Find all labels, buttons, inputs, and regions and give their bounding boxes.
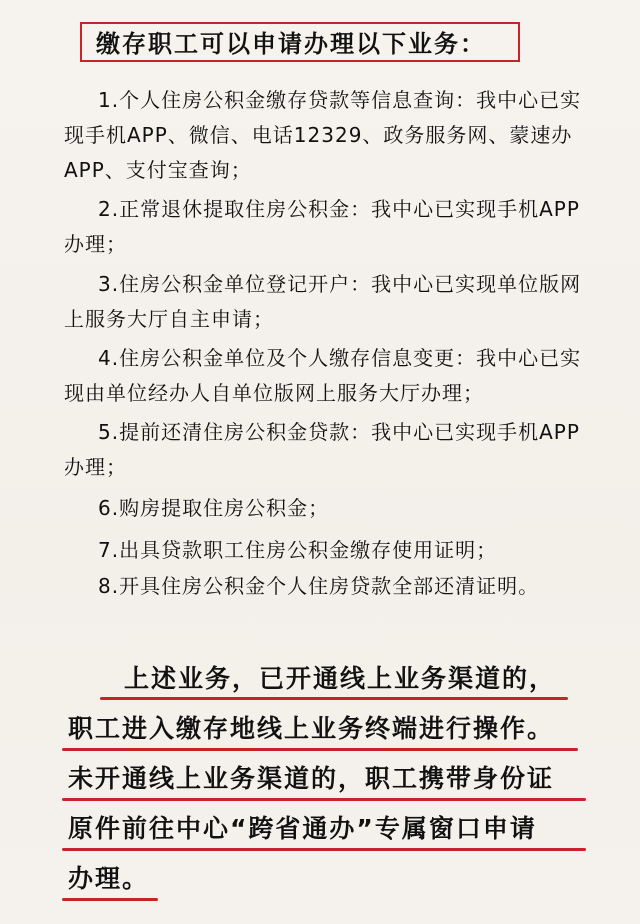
summary-line: 原件前往中心“跨省通办”专属窗口申请 (68, 814, 537, 843)
item-line: 现手机APP、微信、电话12329、政务服务网、蒙速办 (64, 123, 573, 147)
summary-line: 办理。 (68, 864, 150, 893)
item-line: APP、支付宝查询； (64, 158, 252, 182)
item-line: 办理； (64, 455, 127, 479)
item-line: 上服务大厅自主申请； (64, 307, 274, 331)
summary-line: 上述业务，已开通线上业务渠道的， (124, 664, 557, 693)
underline (100, 697, 568, 700)
item-line: 办理； (64, 232, 127, 256)
underline (62, 848, 586, 851)
item-line: 4.住房公积金单位及个人缴存信息变更：我中心已实 (98, 346, 582, 370)
item-line: 8.开具住房公积金个人住房贷款全部还清证明。 (98, 574, 540, 598)
underline (62, 748, 578, 751)
item-line: 现由单位经办人自单位版网上服务大厅办理； (64, 381, 484, 405)
item-line: 2.正常退休提取住房公积金：我中心已实现手机APP (98, 197, 580, 221)
summary-line: 职工进入缴存地线上业务终端进行操作。 (68, 714, 555, 743)
item-line: 5.提前还清住房公积金贷款：我中心已实现手机APP (98, 420, 580, 444)
underline (62, 798, 586, 801)
item-line: 6.购房提取住房公积金； (98, 496, 330, 520)
item-line: 3.住房公积金单位登记开户：我中心已实现单位版网 (98, 272, 582, 296)
page-title: 缴存职工可以申请办理以下业务： (96, 30, 486, 58)
underline (62, 898, 158, 901)
item-line: 1.个人住房公积金缴存贷款等信息查询：我中心已实 (98, 88, 582, 112)
summary-line: 未开通线上业务渠道的，职工携带身份证 (68, 764, 555, 793)
item-line: 7.出具贷款职工住房公积金缴存使用证明； (98, 538, 498, 562)
